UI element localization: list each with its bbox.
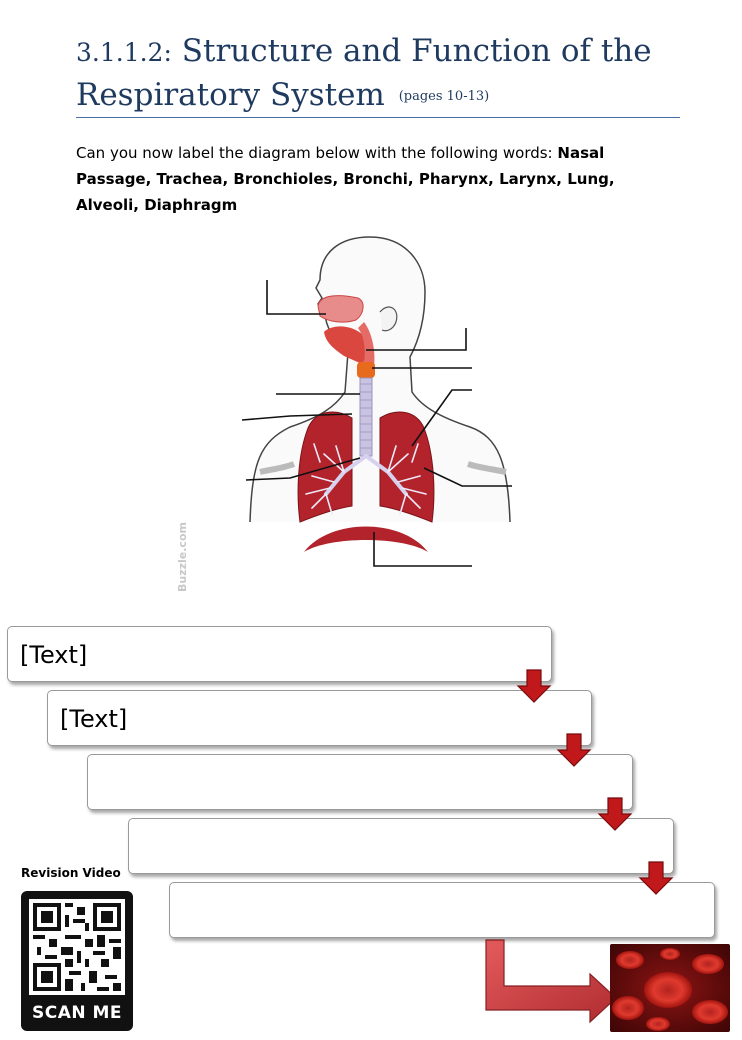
qr-pattern <box>29 899 125 995</box>
down-arrow-icon <box>516 668 552 704</box>
scan-me-label: SCAN ME <box>31 1003 123 1023</box>
larynx <box>357 362 375 378</box>
down-arrow-icon <box>597 796 633 832</box>
revision-video-label: Revision Video <box>21 866 121 880</box>
trachea <box>360 378 372 456</box>
down-arrow-icon <box>556 732 592 768</box>
flow-box-4[interactable] <box>128 818 674 874</box>
label-words: Nasal Passage, Trachea, Bronchioles, Bronchi, Pharynx, Larynx, Lung, Alveoli, Diaphragm <box>76 144 615 214</box>
bent-arrow-icon <box>482 936 622 1026</box>
page-reference: (pages 10-13) <box>398 88 490 104</box>
title-underline <box>76 117 680 118</box>
flow-box-3[interactable] <box>87 754 633 810</box>
respiratory-diagram <box>240 232 520 582</box>
instructions-intro: Can you now label the diagram below with the following words: <box>76 144 558 162</box>
flow-box-1[interactable]: [Text] <box>7 626 552 682</box>
qr-code[interactable] <box>21 891 133 1031</box>
page-title <box>76 30 680 118</box>
qr-code-icon <box>29 899 125 995</box>
diaphragm <box>304 527 428 553</box>
instructions <box>76 140 656 218</box>
watermark: Buzzle.com <box>176 522 189 592</box>
flow-box-2[interactable]: [Text] <box>47 690 592 746</box>
flow-box-5[interactable] <box>169 882 715 938</box>
red-blood-cells-image <box>610 944 730 1032</box>
section-number: 3.1.1.2: <box>76 38 172 67</box>
down-arrow-icon <box>638 860 674 896</box>
nasal-cavity <box>318 296 363 322</box>
title-text: Structure and Function of the Respiratory System <box>76 33 652 113</box>
